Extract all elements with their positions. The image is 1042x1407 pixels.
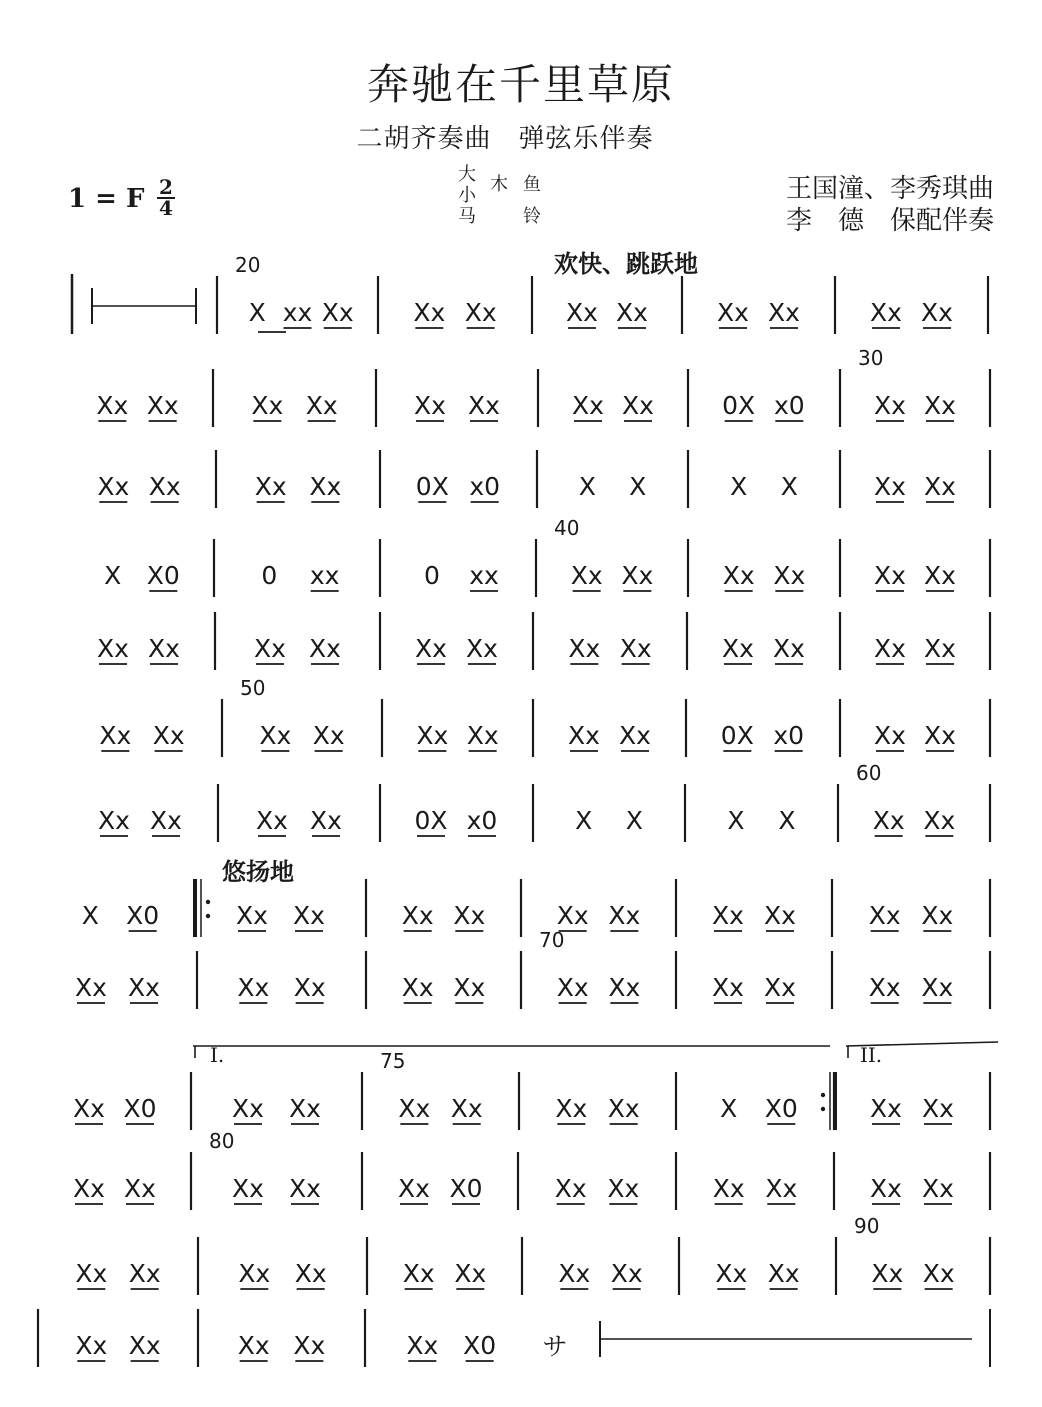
measure-number: 40: [554, 516, 580, 540]
rhythm-beat: Xx: [416, 721, 449, 750]
volta-first-label: I.: [210, 1043, 225, 1067]
score-title: 奔驰在千里草原: [366, 60, 675, 109]
rhythm-beat: Xx: [254, 634, 286, 663]
rhythm-beat: Xx: [150, 806, 182, 835]
rhythm-beat: Xx: [289, 1174, 321, 1203]
rhythm-beat: X0: [463, 1331, 497, 1360]
rhythm-beat: Xx: [305, 391, 338, 420]
rhythm-beat: x0: [466, 806, 498, 835]
rhythm-beat: Xx: [256, 806, 288, 835]
rhythm-beat: Xx: [293, 1331, 326, 1360]
rhythm-beat: Xx: [148, 472, 181, 501]
rhythm-beat: Xx: [622, 391, 654, 420]
rhythm-beat: X: [575, 806, 593, 835]
rhythm-beat: 0X: [414, 806, 448, 835]
rhythm-beat: X: [778, 806, 796, 835]
rhythm-beat: Xx: [401, 973, 434, 1002]
rhythm-beat: Xx: [309, 472, 342, 501]
tempo-mark-leisurely: 悠扬地: [222, 858, 294, 886]
repeat-dot: [206, 914, 210, 918]
rhythm-beat: X0: [449, 1174, 483, 1203]
composer-credit: 王国潼、李秀琪曲: [786, 174, 995, 204]
rhythm-beat: Xx: [922, 1094, 954, 1123]
rhythm-beat: Xx: [453, 973, 486, 1002]
rhythm-beat: Xx: [874, 721, 906, 750]
measure-number: 90: [854, 1214, 880, 1238]
rhythm-beat: xx: [469, 561, 499, 590]
rhythm-beat: X0: [126, 901, 160, 930]
rhythm-beat: Xx: [870, 298, 902, 327]
rhythm-beat: Xx: [312, 721, 345, 750]
rhythm-beat: Xx: [554, 1174, 587, 1203]
rhythm-beat: 0X: [722, 391, 756, 420]
rhythm-beat: Xx: [621, 561, 654, 590]
rhythm-beat: Xx: [608, 901, 641, 930]
rhythm-beat: Xx: [402, 1259, 435, 1288]
rhythm-beat: Xx: [413, 298, 446, 327]
rhythm-beat: Xx: [767, 1259, 800, 1288]
rhythm-beat: Xx: [610, 1259, 643, 1288]
rhythm-beat: Xx: [773, 561, 806, 590]
rhythm-beat: Xx: [293, 901, 325, 930]
rhythm-beat: Xx: [556, 901, 589, 930]
rhythm-beat: Xx: [764, 901, 796, 930]
rhythm-beat: X: [81, 901, 99, 930]
rhythm-beat: Xx: [232, 1094, 264, 1123]
instrument-xiao: 小: [458, 185, 476, 206]
rhythm-beat: Xx: [236, 901, 268, 930]
instrument-da: 大: [458, 164, 476, 185]
rhythm-beat: Xx: [764, 973, 796, 1002]
rhythm-beat: Xx: [924, 391, 956, 420]
rhythm-beat: Xx: [454, 1259, 487, 1288]
rhythm-beat: Xx: [712, 1174, 745, 1203]
rhythm-beat: Xx: [616, 298, 648, 327]
instrument-yu: 鱼: [523, 174, 541, 195]
rhythm-beat: x0: [773, 721, 805, 750]
arranger-credit: 李 德 保配伴奏: [786, 206, 995, 236]
rhythm-beat: Xx: [607, 1094, 640, 1123]
rhythm-beat: Xx: [555, 1094, 588, 1123]
rhythm-beat: Xx: [871, 1259, 904, 1288]
rhythm-beat: Xx: [98, 806, 130, 835]
rhythm-beat: Xx: [870, 1094, 902, 1123]
rhythm-beat: x0: [469, 472, 501, 501]
rhythm-beat: Xx: [152, 721, 185, 750]
rhythm-beat: Xx: [450, 1094, 483, 1123]
rhythm-beat: Xx: [619, 721, 651, 750]
volta-second-label: II.: [860, 1043, 883, 1067]
tempo-mark-lively: 欢快、跳跃地: [554, 250, 698, 278]
fermata-sign-free-tempo: サ: [542, 1332, 568, 1361]
rhythm-beat: Xx: [712, 901, 744, 930]
rhythm-beat: Xx: [765, 1174, 798, 1203]
rhythm-beat: Xx: [566, 298, 598, 327]
rhythm-beat: Xx: [414, 391, 446, 420]
instrument-mu: 木: [490, 174, 508, 195]
rhythm-beat: Xx: [128, 973, 160, 1002]
rhythm-beat: Xx: [608, 973, 641, 1002]
rhythm-beat: Xx: [768, 298, 800, 327]
rhythm-beat: Xx: [773, 634, 805, 663]
rhythm-beat: Xx: [722, 561, 755, 590]
rhythm-beat: Xx: [237, 973, 270, 1002]
key-signature: 1 = F: [68, 184, 145, 214]
measure-number: 30: [858, 346, 884, 370]
rhythm-beat: Xx: [75, 1331, 108, 1360]
rhythm-beat: Xx: [148, 634, 180, 663]
rhythm-beat: 0X: [720, 721, 754, 750]
rhythm-beat: Xx: [870, 1174, 902, 1203]
repeat-dot: [821, 1107, 825, 1111]
repeat-dot: [206, 900, 210, 904]
rhythm-beat: Xx: [874, 561, 906, 590]
rhythm-beat: Xx: [259, 721, 292, 750]
rhythm-beat: Xx: [146, 391, 179, 420]
instrument-ma: 马: [458, 206, 476, 227]
rhythm-beat: Xx: [75, 973, 107, 1002]
rhythm-beat: Xx: [868, 973, 901, 1002]
rhythm-beat: Xx: [921, 901, 954, 930]
rhythm-beat: Xx: [310, 806, 342, 835]
rhythm-beat: Xx: [73, 1174, 105, 1203]
rhythm-beat: Xx: [124, 1174, 156, 1203]
rhythm-beat: Xx: [923, 806, 956, 835]
rhythm-beat: xx: [309, 561, 340, 590]
rhythm-beat: Xx: [874, 634, 906, 663]
rhythm-beat: Xx: [715, 1259, 748, 1288]
rhythm-beat: Xx: [309, 634, 341, 663]
rhythm-beat: Xx: [619, 634, 652, 663]
rhythm-beat: X: [104, 561, 122, 590]
rhythm-beat: X: [578, 472, 596, 501]
rhythm-beat: X: [720, 1094, 738, 1123]
rhythm-beat: Xx: [570, 561, 603, 590]
rhythm-beat: Xx: [874, 472, 906, 501]
rhythm-beat: x0: [773, 391, 805, 420]
rhythm-beat: Xx: [868, 901, 901, 930]
rhythm-beat: Xx: [922, 1259, 955, 1288]
rhythm-beat: Xx: [924, 472, 956, 501]
rhythm-beat: X0: [764, 1094, 798, 1123]
rhythm-beat: Xx: [558, 1259, 591, 1288]
rhythm-beat: Xx: [401, 901, 434, 930]
rhythm-beat: X: [727, 806, 745, 835]
rhythm-beat: 0: [424, 561, 440, 590]
rhythm-beat: Xx: [924, 561, 956, 590]
rhythm-beat: Xx: [75, 1259, 108, 1288]
rhythm-beat: Xx: [922, 1174, 954, 1203]
rhythm-beat: 0X: [415, 472, 449, 501]
rhythm-beat: Xx: [415, 634, 447, 663]
score-subtitle: 二胡齐奏曲 弹弦乐伴奏: [356, 124, 654, 154]
rhythm-beat: Xx: [717, 298, 749, 327]
rhythm-beat: Xx: [607, 1174, 640, 1203]
rhythm-beat: Xx: [722, 634, 754, 663]
rhythm-beat: Xx: [406, 1331, 439, 1360]
rhythm-beat: Xx: [453, 901, 486, 930]
rhythm-beat: Xx: [238, 1259, 271, 1288]
rhythm-beat: Xx: [254, 472, 287, 501]
rhythm-beat: Xx: [874, 391, 906, 420]
measure-number: 75: [380, 1049, 406, 1073]
time-signature-bottom: 4: [157, 197, 175, 218]
rhythm-beat: Xx: [128, 1259, 161, 1288]
rhythm-beat: X0: [123, 1094, 157, 1123]
rhythm-beat: Xx: [466, 721, 499, 750]
rhythm-beat: Xx: [464, 298, 497, 327]
measure-number: 20: [235, 253, 261, 277]
rhythm-beat: Xx: [872, 806, 905, 835]
rhythm-beat: Xx: [294, 1259, 327, 1288]
rhythm-beat: Xx: [921, 298, 953, 327]
rhythm-beat: X: [248, 298, 266, 327]
rhythm-beat: X: [625, 806, 643, 835]
rhythm-beat: Xx: [924, 634, 956, 663]
rhythm-beat: Xx: [96, 391, 129, 420]
rhythm-beat: Xx: [321, 298, 354, 327]
rhythm-beat: Xx: [97, 634, 129, 663]
rhythm-beat: Xx: [468, 391, 500, 420]
rhythm-beat: Xx: [466, 634, 498, 663]
rhythm-beat: Xx: [568, 634, 601, 663]
rhythm-beat: xx: [282, 298, 313, 327]
rhythm-beat: Xx: [293, 973, 326, 1002]
rhythm-beat: Xx: [97, 472, 130, 501]
rhythm-beat: 0: [261, 561, 278, 590]
rhythm-beat: Xx: [556, 973, 589, 1002]
repeat-dot: [821, 1093, 825, 1097]
rhythm-beat: Xx: [99, 721, 132, 750]
rhythm-beat: X: [629, 472, 647, 501]
instrument-ling: 铃: [523, 206, 541, 227]
measure-number: 50: [240, 676, 266, 700]
measure-number: 60: [856, 761, 882, 785]
rhythm-beat: Xx: [398, 1094, 431, 1123]
rhythm-beat: Xx: [568, 721, 600, 750]
rhythm-beat: X: [730, 472, 748, 501]
rhythm-beat: Xx: [572, 391, 604, 420]
measure-number: 80: [209, 1129, 235, 1153]
rhythm-beat: Xx: [237, 1331, 270, 1360]
rhythm-beat: Xx: [398, 1174, 430, 1203]
rhythm-beat: Xx: [712, 973, 744, 1002]
rhythm-beat: Xx: [924, 721, 956, 750]
rhythm-beat: Xx: [128, 1331, 161, 1360]
rhythm-beat: X: [780, 472, 798, 501]
time-signature-top: 2: [159, 175, 173, 199]
rhythm-beat: Xx: [921, 973, 954, 1002]
rhythm-beat: X0: [146, 561, 180, 590]
rhythm-beat: Xx: [251, 391, 284, 420]
measure-number: 70: [539, 928, 565, 952]
rhythm-beat: Xx: [73, 1094, 105, 1123]
rhythm-beat: Xx: [289, 1094, 321, 1123]
rhythm-beat: Xx: [232, 1174, 264, 1203]
